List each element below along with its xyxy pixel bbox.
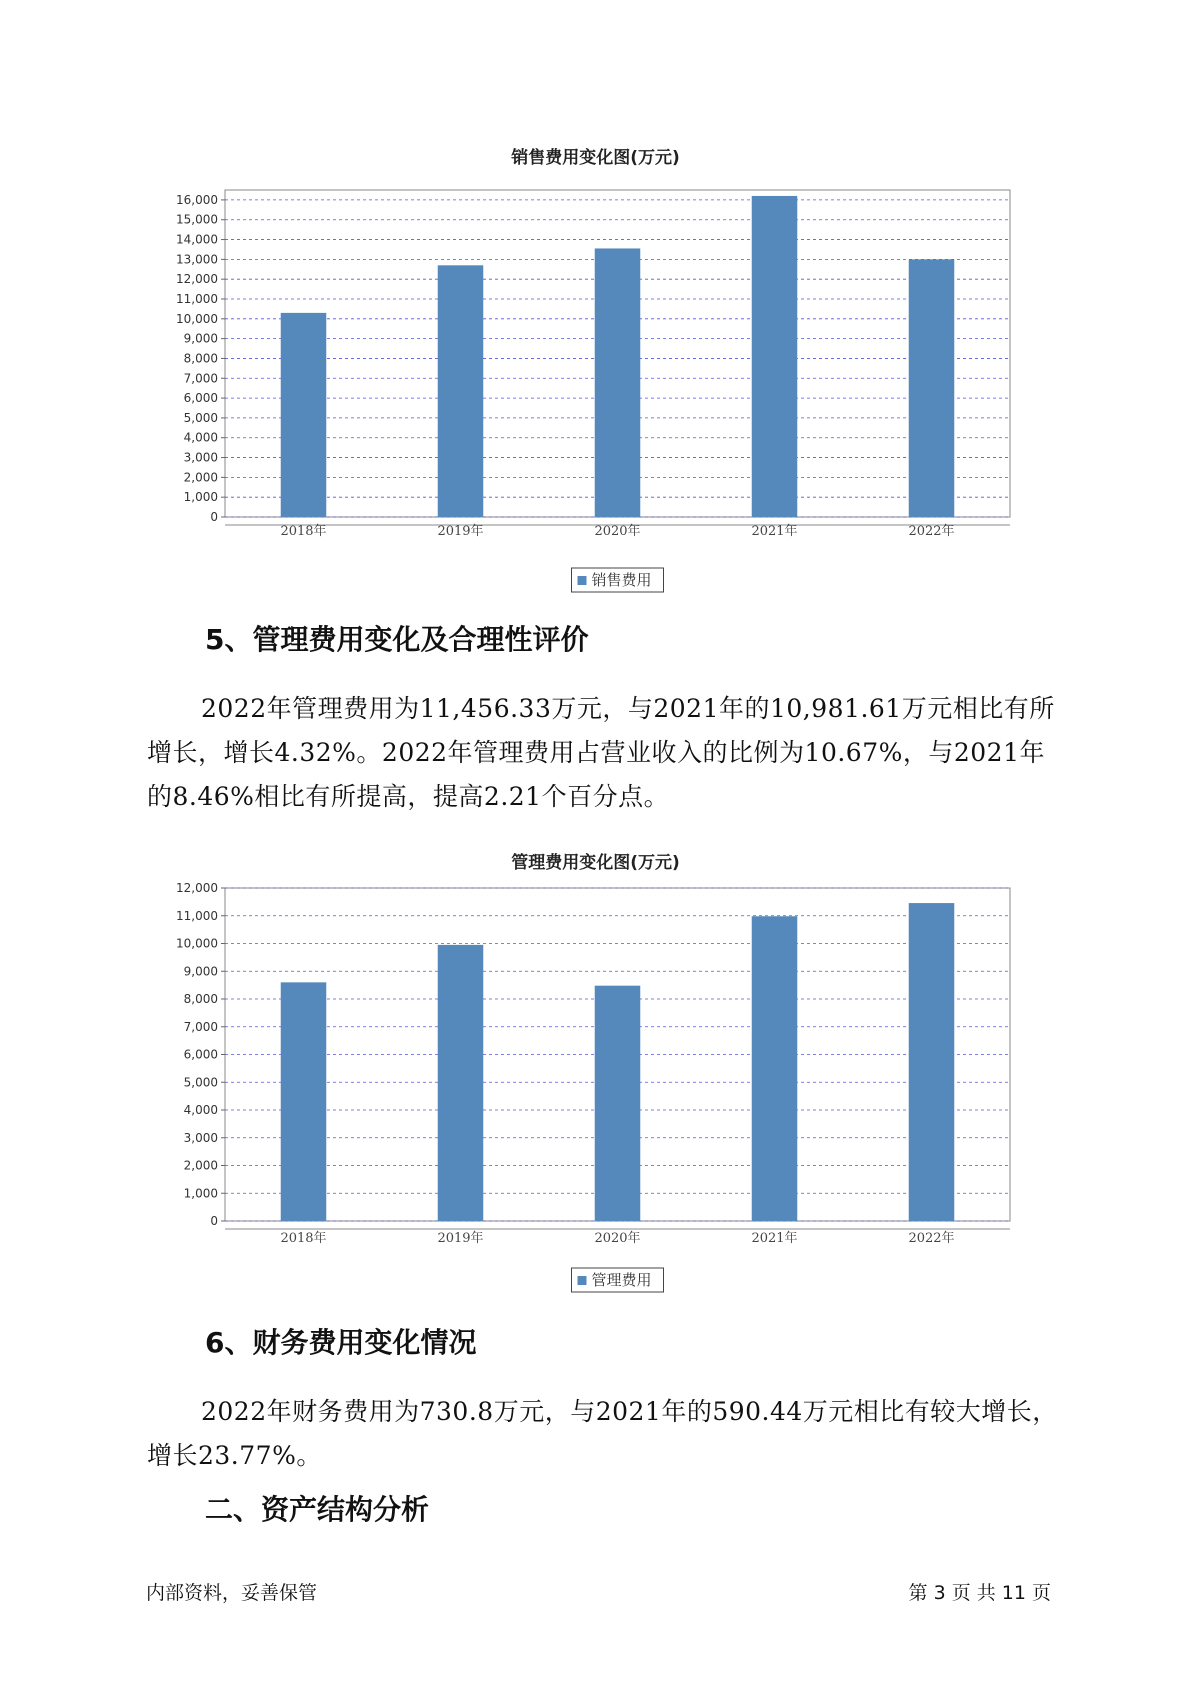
chart1-title: 销售费用变化图(万元) <box>511 148 680 168</box>
y-tick-label: 11,000 <box>176 908 218 923</box>
y-tick-label: 10,000 <box>176 936 218 951</box>
y-tick-label: 7,000 <box>183 371 218 386</box>
y-tick-label: 2,000 <box>183 1158 218 1173</box>
x-tick-label: 2019年 <box>437 1231 484 1246</box>
y-tick-label: 9,000 <box>183 331 218 346</box>
y-tick-label: 16,000 <box>176 192 218 207</box>
x-tick-label: 2020年 <box>594 1231 641 1246</box>
y-tick-label: 9,000 <box>183 964 218 979</box>
footer-left: 内部资料，妥善保管 <box>146 1582 318 1604</box>
bar <box>438 945 484 1221</box>
y-tick-label: 1,000 <box>183 1186 218 1201</box>
section-two-heading: 二、资产结构分析 <box>205 1493 430 1526</box>
legend-label: 销售费用 <box>591 571 652 589</box>
section5-paragraph: 2022年管理费用为11,456.33万元，与2021年的10,981.61万元相比有所增长，增长4.32%。2022年管理费用占营业收入的比例为10.67%，与2021年的8.46%相比有所提高，提高2.21个百分点。 <box>147 694 1055 811</box>
x-tick-label: 2018年 <box>280 524 327 539</box>
legend-swatch <box>578 1276 587 1285</box>
y-tick-label: 13,000 <box>176 252 218 267</box>
y-tick-label: 0 <box>210 510 218 524</box>
section6-heading: 6、财务费用变化情况 <box>205 1326 477 1359</box>
y-tick-label: 11,000 <box>176 292 218 306</box>
y-tick-label: 1,000 <box>183 490 218 505</box>
y-tick-label: 4,000 <box>183 430 218 445</box>
y-tick-label: 15,000 <box>176 212 218 227</box>
y-tick-label: 7,000 <box>183 1019 218 1034</box>
x-tick-label: 2022年 <box>908 1231 955 1246</box>
y-tick-label: 14,000 <box>176 232 218 247</box>
section5-heading: 5、管理费用变化及合理性评价 <box>205 623 589 656</box>
y-tick-label: 0 <box>210 1214 218 1228</box>
y-tick-label: 4,000 <box>183 1103 218 1117</box>
section6-paragraph: 2022年财务费用为730.8万元，与2021年的590.44万元相比有较大增长，增长23.77%。 <box>147 1397 1058 1470</box>
y-tick-label: 8,000 <box>183 351 218 366</box>
y-tick-label: 12,000 <box>176 272 218 287</box>
x-tick-label: 2021年 <box>751 524 798 539</box>
y-tick-label: 10,000 <box>176 311 218 326</box>
y-tick-label: 6,000 <box>183 391 218 406</box>
x-tick-label: 2020年 <box>594 524 641 539</box>
bar <box>281 982 327 1221</box>
y-tick-label: 3,000 <box>183 1130 218 1145</box>
bar <box>595 986 641 1221</box>
x-tick-label: 2022年 <box>908 524 955 539</box>
bar <box>909 903 955 1221</box>
x-tick-label: 2021年 <box>751 1231 798 1246</box>
footer-page-number: 第 3 页 共 11 页 <box>908 1582 1051 1604</box>
y-tick-label: 5,000 <box>183 1075 218 1090</box>
y-tick-label: 5,000 <box>183 410 218 425</box>
y-tick-label: 8,000 <box>183 992 218 1006</box>
bar <box>752 916 798 1221</box>
y-tick-label: 2,000 <box>183 470 218 485</box>
y-tick-label: 6,000 <box>183 1047 218 1062</box>
chart2-title: 管理费用变化图(万元) <box>511 853 680 873</box>
y-tick-label: 12,000 <box>176 881 218 895</box>
legend-label: 管理费用 <box>591 1271 652 1289</box>
x-tick-label: 2018年 <box>280 1231 327 1246</box>
x-tick-label: 2019年 <box>437 524 484 539</box>
y-tick-label: 3,000 <box>183 450 218 465</box>
